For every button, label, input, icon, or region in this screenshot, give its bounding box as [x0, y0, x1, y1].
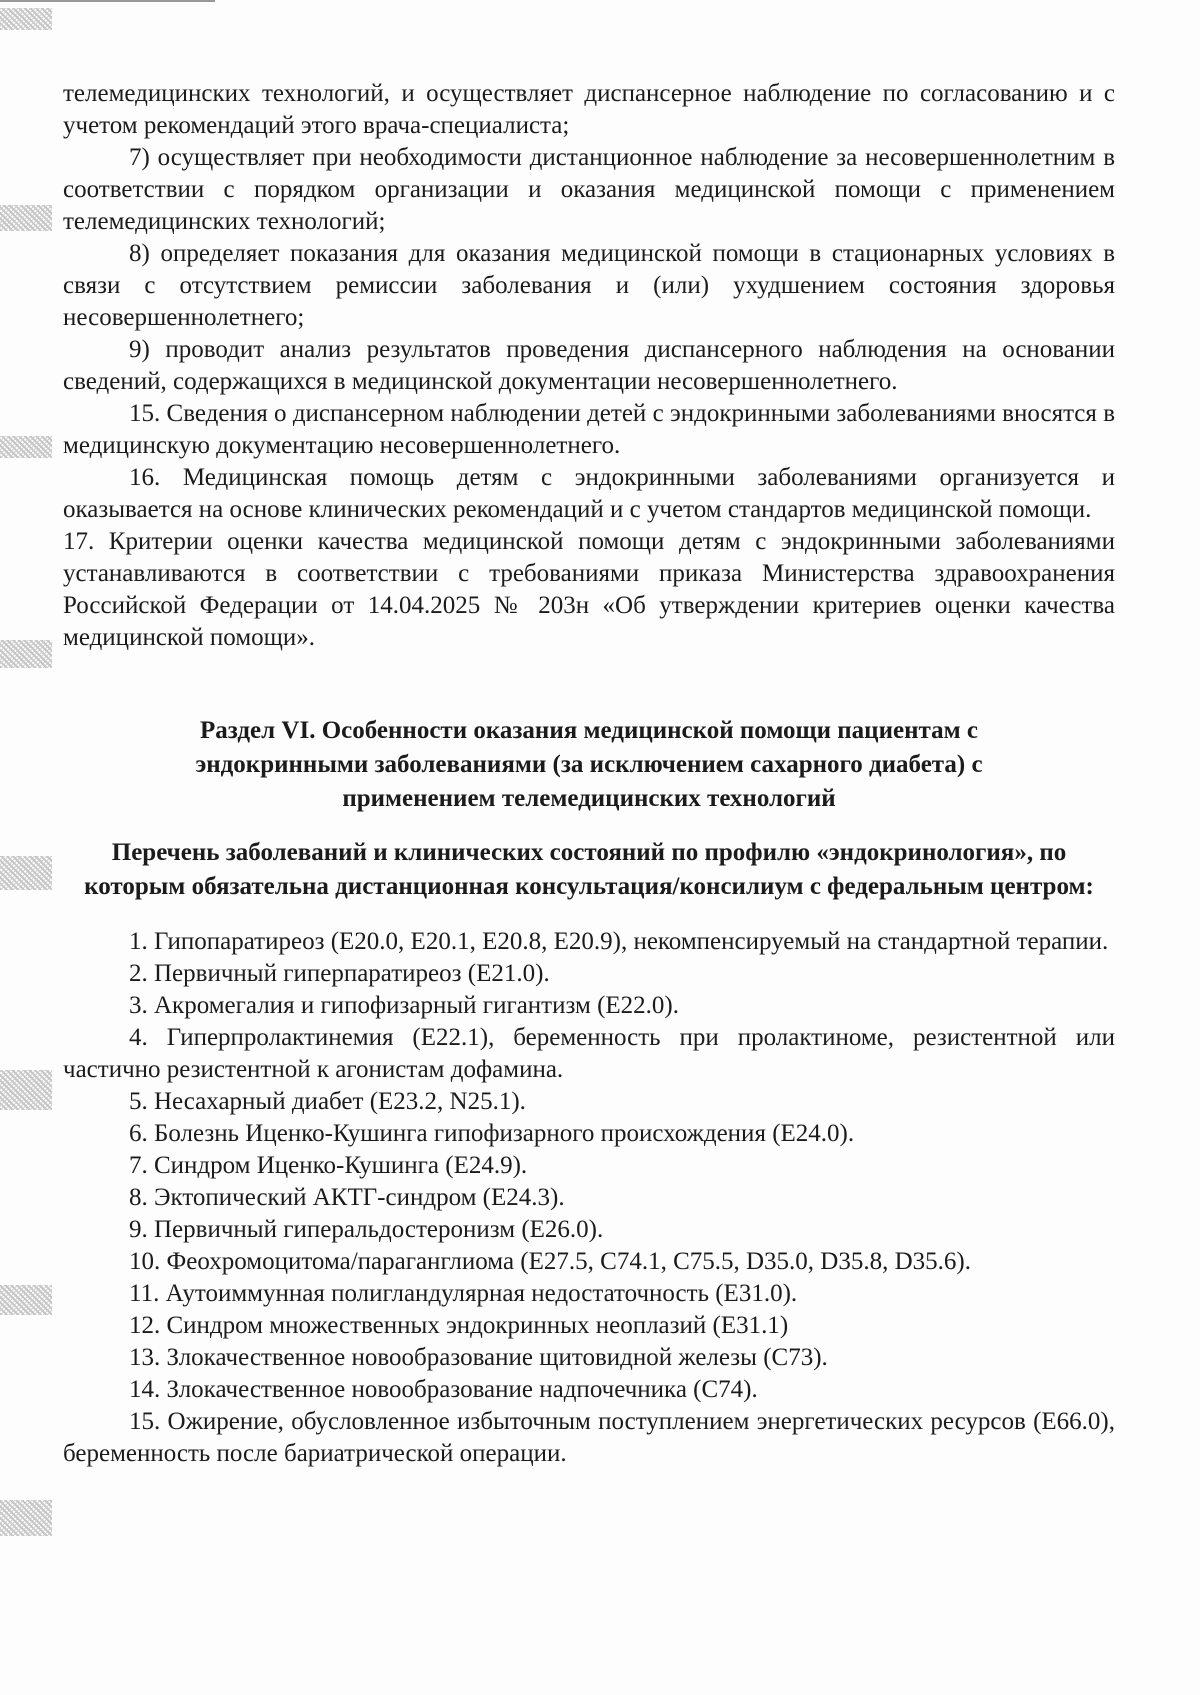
scan-artifact	[0, 640, 52, 668]
list-item: 13. Злокачественное новообразование щитовидной железы (C73).	[129, 1344, 828, 1371]
disease-list	[63, 926, 1115, 1470]
list-item: 3. Акромегалия и гипофизарный гигантизм (E22.0).	[129, 992, 679, 1019]
list-heading: Перечень заболеваний и клинических состояний по профилю «эндокринология», по которым обязательна дистанционная консультация/консилиум с федеральным центром:	[84, 839, 1094, 900]
list-item: 12. Синдром множественных эндокринных неоплазий (E31.1)	[129, 1312, 789, 1339]
list-item: 6. Болезнь Иценко-Кушинга гипофизарного происхождения (E24.0).	[129, 1120, 855, 1147]
paragraph-item-9: 9) проводит анализ результатов проведения диспансерного наблюдения на основании сведений, содержащихся в медицинской документации несовершеннолетнего.	[63, 336, 1115, 395]
paragraph-item-7: 7) осуществляет при необходимости дистанционное наблюдение за несовершеннолетним в соответствии с порядком организации и оказания медицинской помощи с применением телемедицинских технологий;	[63, 144, 1115, 235]
paragraph-clause-17: 17. Критерии оценки качества медицинской помощи детям с эндокринными заболеваниями устанавливаются в соответствии с требованиями приказа Министерства здравоохранения Российской Федерации от 14.04.2025 № 203н «Об утверждении критериев оценки качества медицинской помощи».	[63, 528, 1115, 651]
scan-artifact	[0, 1285, 52, 1315]
document-body	[63, 78, 1115, 1470]
scan-artifact	[0, 1070, 52, 1110]
list-item: 15. Ожирение, обусловленное избыточным поступлением энергетических ресурсов (E66.0), беременность после бариатрической операции.	[63, 1408, 1115, 1467]
scan-artifact	[0, 436, 52, 458]
section-heading: Раздел VI. Особенности оказания медицинской помощи пациентам с эндокринными заболеваниями (за исключением сахарного диабета) с применением телемедицинских технологий	[195, 717, 983, 812]
list-item: 4. Гиперпролактинемия (E22.1), беременность при пролактиноме, резистентной или частично резистентной к агонистам дофамина.	[63, 1024, 1115, 1083]
scan-artifact	[0, 8, 52, 30]
list-item: 7. Синдром Иценко-Кушинга (E24.9).	[129, 1152, 528, 1179]
scan-artifact	[0, 856, 52, 890]
list-item: 5. Несахарный диабет (E23.2, N25.1).	[129, 1088, 526, 1115]
list-item: 14. Злокачественное новообразование надпочечника (C74).	[129, 1376, 758, 1403]
scan-artifact	[0, 205, 52, 231]
list-item: 1. Гипопаратиреоз (E20.0, E20.1, E20.8, E20.9), некомпенсируемый на стандартной терапии.	[129, 928, 1109, 955]
list-item: 8. Эктопический АКТГ-синдром (E24.3).	[129, 1184, 565, 1211]
paragraph-clause-16: 16. Медицинская помощь детям с эндокринными заболеваниями организуется и оказывается на основе клинических рекомендаций и с учетом стандартов медицинской помощи.	[63, 464, 1115, 523]
paragraph-item-8: 8) определяет показания для оказания медицинской помощи в стационарных условиях в связи с отсутствием ремиссии заболевания и (или) ухудшением состояния здоровья несовершеннолетнего;	[63, 240, 1115, 331]
paragraph-clause-15: 15. Сведения о диспансерном наблюдении детей с эндокринными заболеваниями вносятся в медицинскую документацию несовершеннолетнего.	[63, 400, 1115, 459]
paragraph-continuation: телемедицинских технологий, и осуществляет диспансерное наблюдение по согласованию и с учетом рекомендаций этого врача-специалиста;	[63, 80, 1115, 139]
list-item: 11. Аутоиммунная полигландулярная недостаточность (E31.0).	[129, 1280, 798, 1307]
list-item: 10. Феохромоцитома/параганглиома (E27.5, C74.1, C75.5, D35.0, D35.8, D35.6).	[129, 1248, 971, 1275]
list-item: 2. Первичный гиперпаратиреоз (E21.0).	[129, 960, 550, 987]
scan-artifact	[0, 1500, 52, 1536]
scan-edge-line	[0, 0, 215, 2]
list-item: 9. Первичный гиперальдостеронизм (E26.0).	[129, 1216, 604, 1243]
